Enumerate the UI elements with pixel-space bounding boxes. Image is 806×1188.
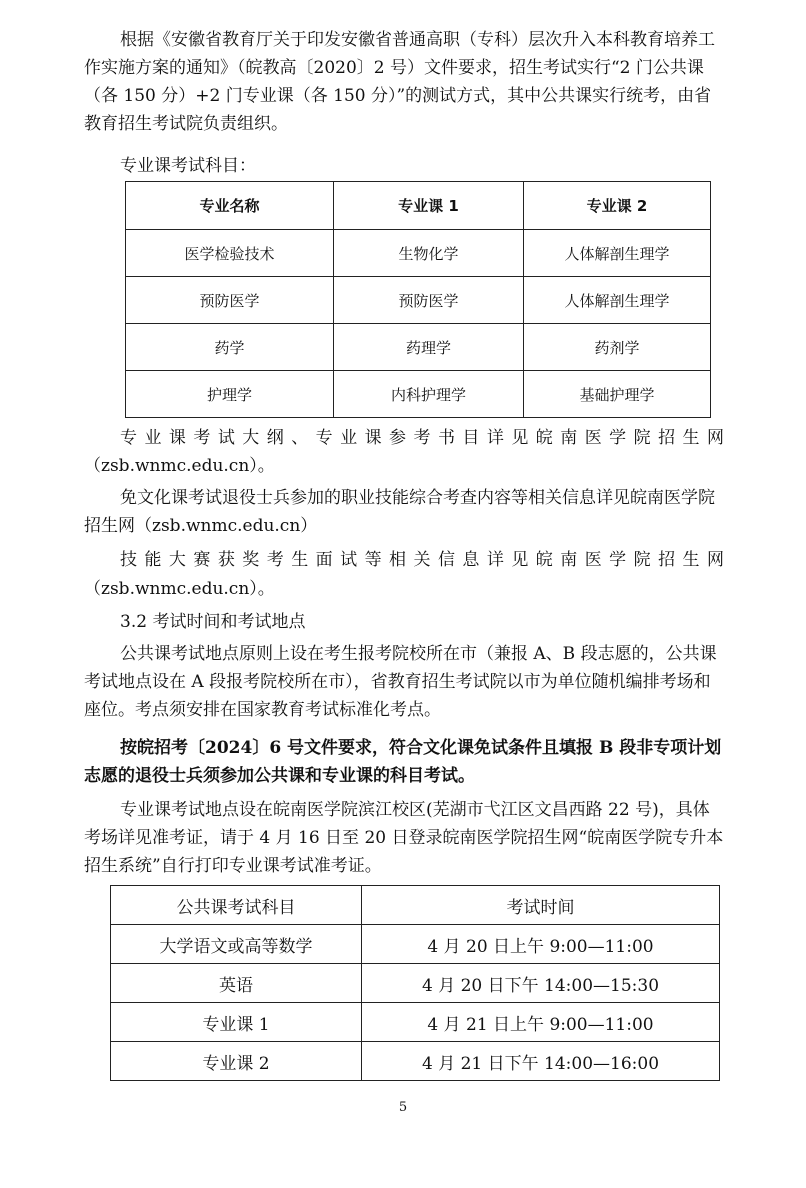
subjects-table [125, 181, 711, 418]
table-cell: 基础护理学 [524, 371, 711, 418]
veteran-paragraph: 免文化课考试退役士兵参加的职业技能综合考查内容等相关信息详见皖南医学院招生网（zsb.wnmc.edu.cn） [84, 488, 715, 536]
table-cell: 4 月 20 日下午 14:00—15:30 [362, 964, 720, 1003]
table-row [126, 324, 711, 371]
major-location-paragraph: 专业课考试地点设在皖南医学院滨江校区(芜湖市弋江区文昌西路 22 号)，具体考场详见准考证，请于 4 月 16 日至 20 日登录皖南医学院招生网“皖南医学院专升本招生系统”自行打印专业课考试准考证。 [84, 800, 724, 876]
table-header-cell: 公共课考试科目 [111, 886, 362, 925]
table-row [111, 1042, 720, 1081]
syllabus-paragraph-line2: （zsb.wnmc.edu.cn）。 [84, 456, 275, 476]
table-cell: 4 月 20 日上午 9:00—11:00 [362, 925, 720, 964]
table-cell: 预防医学 [126, 277, 334, 324]
table-header-cell: 专业课 1 [334, 182, 524, 230]
table-header-cell: 考试时间 [362, 886, 720, 925]
intro-paragraph: 根据《安徽省教育厅关于印发安徽省普通高职（专科）层次升入本科教育培养工作实施方案的通知》（皖教高〔2020〕2 号）文件要求，招生考试实行“2 门公共课（各 150 分）+2 门专业课（各 150 分）”的测试方式，其中公共课实行统考，由省教育招生考试院负责组织。 [84, 30, 715, 134]
table-header-row [126, 182, 711, 230]
public-location-paragraph: 公共课考试地点原则上设在考生报考院校所在市（兼报 A、B 段志愿的，公共课考试地点设在 A 段报考院校所在市），省教育招生考试院以市为单位随机编排考场和座位。考点须安排在国家教育考试标准化考点。 [84, 644, 717, 720]
table-cell: 专业课 1 [111, 1003, 362, 1042]
table-row [111, 1003, 720, 1042]
table-cell: 药剂学 [524, 324, 711, 371]
table-row [126, 371, 711, 418]
table-header-cell: 专业课 2 [524, 182, 711, 230]
table-cell: 人体解剖生理学 [524, 277, 711, 324]
table-cell: 预防医学 [334, 277, 524, 324]
table-row [111, 964, 720, 1003]
page-number: 5 [398, 1100, 408, 1115]
bold-notice-paragraph: 按皖招考〔2024〕6 号文件要求，符合文化课免试条件且填报 B 段非专项计划志愿的退役士兵须参加公共课和专业课的科目考试。 [84, 738, 722, 786]
table-cell: 生物化学 [334, 230, 524, 277]
table-cell: 药理学 [334, 324, 524, 371]
table-cell: 专业课 2 [111, 1042, 362, 1081]
table-header-cell: 专业名称 [126, 182, 334, 230]
table-cell: 英语 [111, 964, 362, 1003]
section-heading: 3.2 考试时间和考试地点 [120, 612, 306, 632]
table-cell: 医学检验技术 [126, 230, 334, 277]
contest-paragraph-line1: 技能大赛获奖考生面试等相关信息详见皖南医学院招生网 [120, 550, 724, 570]
table-row [126, 230, 711, 277]
table-cell: 内科护理学 [334, 371, 524, 418]
table-cell: 药学 [126, 324, 334, 371]
table-header-row [111, 886, 720, 925]
syllabus-paragraph-line1: 专业课考试大纲、专业课参考书目详见皖南医学院招生网 [120, 428, 724, 448]
table-cell: 4 月 21 日下午 14:00—16:00 [362, 1042, 720, 1081]
table-row [126, 277, 711, 324]
contest-paragraph-line2: （zsb.wnmc.edu.cn）。 [84, 579, 275, 599]
table-cell: 人体解剖生理学 [524, 230, 711, 277]
table-cell: 护理学 [126, 371, 334, 418]
table-cell: 大学语文或高等数学 [111, 925, 362, 964]
table-cell: 4 月 21 日上午 9:00—11:00 [362, 1003, 720, 1042]
schedule-table [110, 885, 720, 1081]
table-row [111, 925, 720, 964]
subjects-heading: 专业课考试科目： [120, 156, 256, 176]
